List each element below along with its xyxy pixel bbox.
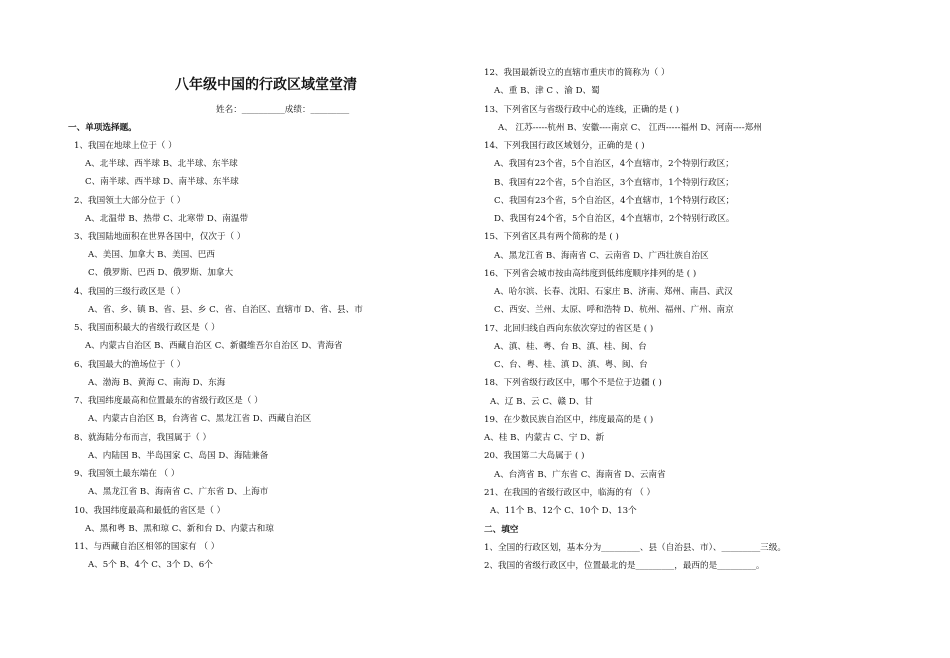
- option-line: C、南半球、西半球 D、南半球、东半球: [85, 177, 239, 187]
- option-line: A、辽 B、云 C、赣 D、甘: [490, 397, 593, 407]
- option-line: A、11个 B、12个 C、10个 D、13个: [490, 506, 637, 516]
- option-line: A、黑龙江省 B、海南省 C、云南省 D、广西壮族自治区: [494, 251, 709, 261]
- question-line: 2、我国领土大部分位于（ ）: [74, 196, 186, 206]
- fill-blank-line: 2、我国的省级行政区中，位置最北的是_________，最西的是_________。: [484, 561, 765, 571]
- question-line: 6、我国最大的渔场位于（ ）: [74, 360, 186, 370]
- option-line: A、内陆国 B、半岛国家 C、岛国 D、海陆兼备: [88, 451, 269, 461]
- question-line: 9、我国领土最东端在 （ ）: [74, 469, 180, 479]
- option-line: D、我国有24个省，5个自治区，4个直辖市，2个特别行政区。: [494, 214, 735, 224]
- option-line: C、台、粤、桂、滇 D、滇、粤、闽、台: [494, 360, 648, 370]
- option-line: A、桂 B、内蒙古 C、宁 D、新: [484, 433, 605, 443]
- question-line: 13、下列省区与省级行政中心的连线，正确的是 ( ): [484, 105, 679, 115]
- option-line: A、黑和粤 B、黑和琼 C、新和台 D、内蒙古和琼: [85, 524, 274, 534]
- question-line: 21、在我国的省级行政区中，临海的有 （ ）: [484, 488, 656, 498]
- fill-blank-line: 1、全国的行政区划，基本分为_________、县（自治县、市）、_________三级。: [484, 543, 786, 553]
- question-line: 11、与西藏自治区相邻的国家有 （ ）: [74, 542, 220, 552]
- question-line: 7、我国纬度最高和位置最东的省级行政区是（ ）: [74, 396, 263, 406]
- question-line: 3、我国陆地面积在世界各国中，仅次于（ ）: [74, 232, 246, 242]
- question-line: 16、下列省会城市按由高纬度到低纬度顺序排列的是 ( ): [484, 269, 697, 279]
- option-line: A、滇、桂、粤、台 B、滇、桂、闽、台: [494, 342, 647, 352]
- section1-heading: 一、单项选择题。: [68, 123, 137, 133]
- question-line: 8、就海陆分布而言，我国属于（ ）: [74, 433, 212, 443]
- option-line: A、哈尔滨、长春、沈阳、石家庄 B、济南、郑州、南昌、武汉: [494, 287, 733, 297]
- option-line: C、西安、兰州、太原、呼和浩特 D、杭州、福州、广州、南京: [494, 305, 734, 315]
- option-line: A、我国有23个省，5个自治区，4个直辖市，2个特别行政区；: [494, 159, 734, 169]
- option-line: A、内蒙古自治区 B，台湾省 C、黑龙江省 D、西藏自治区: [88, 414, 312, 424]
- question-line: 17、北回归线自西向东依次穿过的省区是 ( ): [484, 324, 654, 334]
- section2-heading: 二、填空: [484, 525, 519, 535]
- option-line: A、5个 B、4个 C、3个 D、6个: [88, 560, 213, 570]
- question-line: 1、我国在地球上位于（ ）: [74, 141, 177, 151]
- question-line: 12、我国最新设立的直辖市重庆市的简称为（ ）: [484, 68, 670, 78]
- question-line: 20、我国第二大岛属于 ( ): [484, 451, 585, 461]
- question-line: 4、我国的三级行政区是（ ）: [74, 287, 186, 297]
- option-line: A、渤海 B、黄海 C、南海 D、东海: [88, 378, 226, 388]
- question-line: 15、下列省区具有两个简称的是 ( ): [484, 232, 619, 242]
- option-line: A、黑龙江省 B、海南省 C、广东省 D、上海市: [88, 487, 269, 497]
- option-line: A、北半球、西半球 B、北半球、东半球: [85, 159, 238, 169]
- option-line: A、省、乡、镇 B、省、县、乡 C、省、自治区、直辖市 D、省、县、市: [88, 305, 363, 315]
- option-line: C、我国有23个省，5个自治区，4个直辖市，1个特别行政区；: [494, 196, 735, 206]
- option-line: A、台湾省 B、广东省 C、海南省 D、云南省: [494, 470, 666, 480]
- option-line: A、美国、加拿大 B、美国、巴西: [88, 250, 215, 260]
- question-line: 14、下列我国行政区域划分，正确的是 ( ): [484, 141, 645, 151]
- option-line: C、俄罗斯、巴西 D、俄罗斯、加拿大: [88, 268, 234, 278]
- page-title: 八年级中国的行政区域堂堂清: [175, 77, 357, 93]
- question-line: 19、在少数民族自治区中，纬度最高的是 ( ): [484, 415, 654, 425]
- question-line: 10、我国纬度最高和最低的省区是（ ）: [74, 506, 226, 516]
- option-line: B、我国有22个省，5个自治区，3个直辖市，1个特别行政区；: [494, 178, 734, 188]
- option-line: A、北温带 B、热带 C、北寒带 D、南温带: [85, 214, 249, 224]
- option-line: A、 江苏-----杭州 B、安徽----南京 C、 江西-----福州 D、河南----郑州: [498, 123, 762, 133]
- option-line: A、重 B、津 C 、渝 D、蜀: [494, 86, 600, 96]
- name-score-line: 姓名：__________成绩：_________: [216, 105, 350, 115]
- question-line: 18、下列省级行政区中，哪个不是位于边疆 ( ): [484, 378, 662, 388]
- question-line: 5、我国面积最大的省级行政区是（ ）: [74, 323, 220, 333]
- option-line: A、内蒙古自治区 B、西藏自治区 C、新疆维吾尔自治区 D、青海省: [85, 341, 343, 351]
